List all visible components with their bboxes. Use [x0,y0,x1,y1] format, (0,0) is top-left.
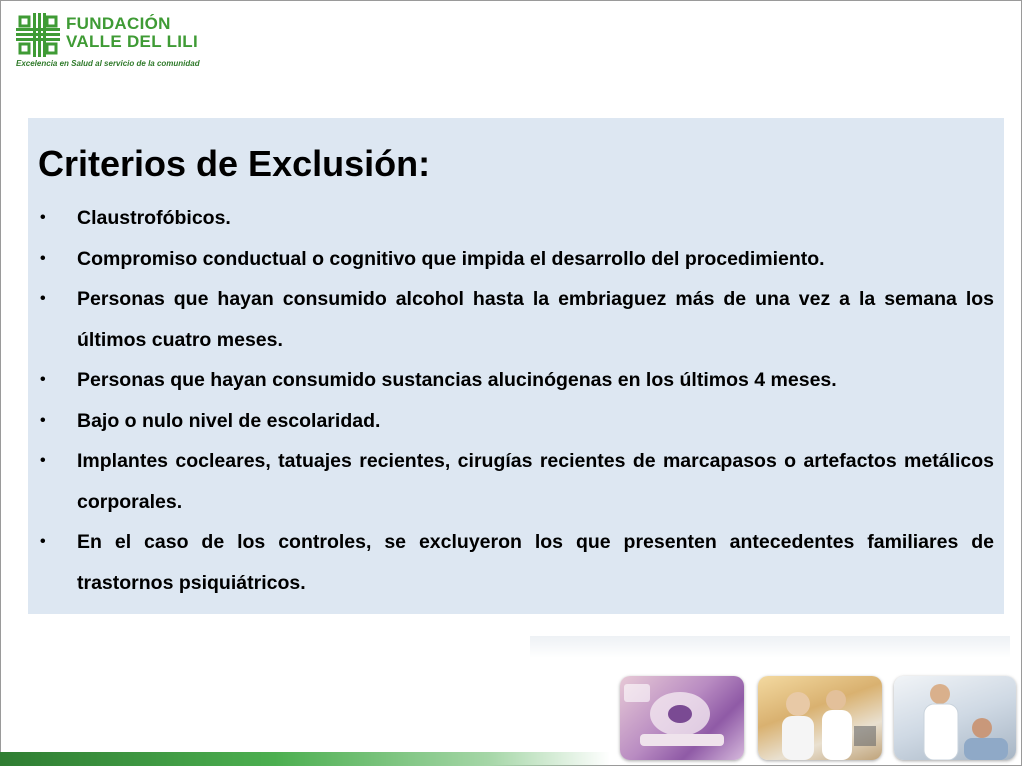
list-item [38,441,994,522]
logo-name [66,15,198,51]
list-item-text: Personas que hayan consumido alcohol hasta la embriaguez más de una vez a la semana los últimos cuatro meses. [77,288,994,351]
bullet-icon: • [40,290,46,307]
laboratory-staff-photo [758,676,882,760]
scanner-icon [620,676,744,760]
logo-name-line1: FUNDACIÓN [66,14,171,33]
list-item [38,401,994,442]
fundacion-logo [16,13,216,71]
medical-equipment-photo [620,676,744,760]
cross-logo-icon [16,13,60,57]
bullet-icon: • [40,209,46,226]
logo-tagline: Excelencia en Salud al servicio de la comunidad [16,59,200,68]
list-item [38,239,994,280]
panel-title: Criterios de Exclusión: [38,143,431,184]
list-item-text: En el caso de los controles, se excluyeron los que presenten antecedentes familiares de trastornos psiquiátricos. [77,531,994,594]
list-item-text: Compromiso conductual o cognitivo que impida el desarrollo del procedimiento. [77,247,825,270]
list-item [38,279,994,360]
list-item-text: Claustrofóbicos. [77,207,231,229]
panel-reflection [530,636,1010,658]
bullet-icon: • [40,371,46,388]
bullet-icon: • [40,452,46,469]
list-item-text: Personas que hayan consumido sustancias alucinógenas en los últimos 4 meses. [77,369,837,391]
bullet-icon: • [40,533,46,550]
list-item-text: Bajo o nulo nivel de escolaridad. [77,409,381,432]
doctor-icon [894,676,1016,760]
logo-name-line2: VALLE DEL LILI [66,32,199,51]
doctor-patient-photo [894,676,1016,760]
lab-staff-icon [758,676,882,760]
criteria-list [38,198,994,603]
list-item-text: Implantes cocleares, tatuajes recientes, cirugías recientes de marcapasos o artefactos metálicos corporales. [77,450,994,513]
exclusion-criteria-panel [28,118,1004,614]
list-item [38,360,994,401]
footer-green-bar [0,752,610,766]
bullet-icon: • [40,411,46,429]
bullet-icon: • [40,249,46,267]
list-item [38,522,994,603]
list-item [38,198,994,239]
